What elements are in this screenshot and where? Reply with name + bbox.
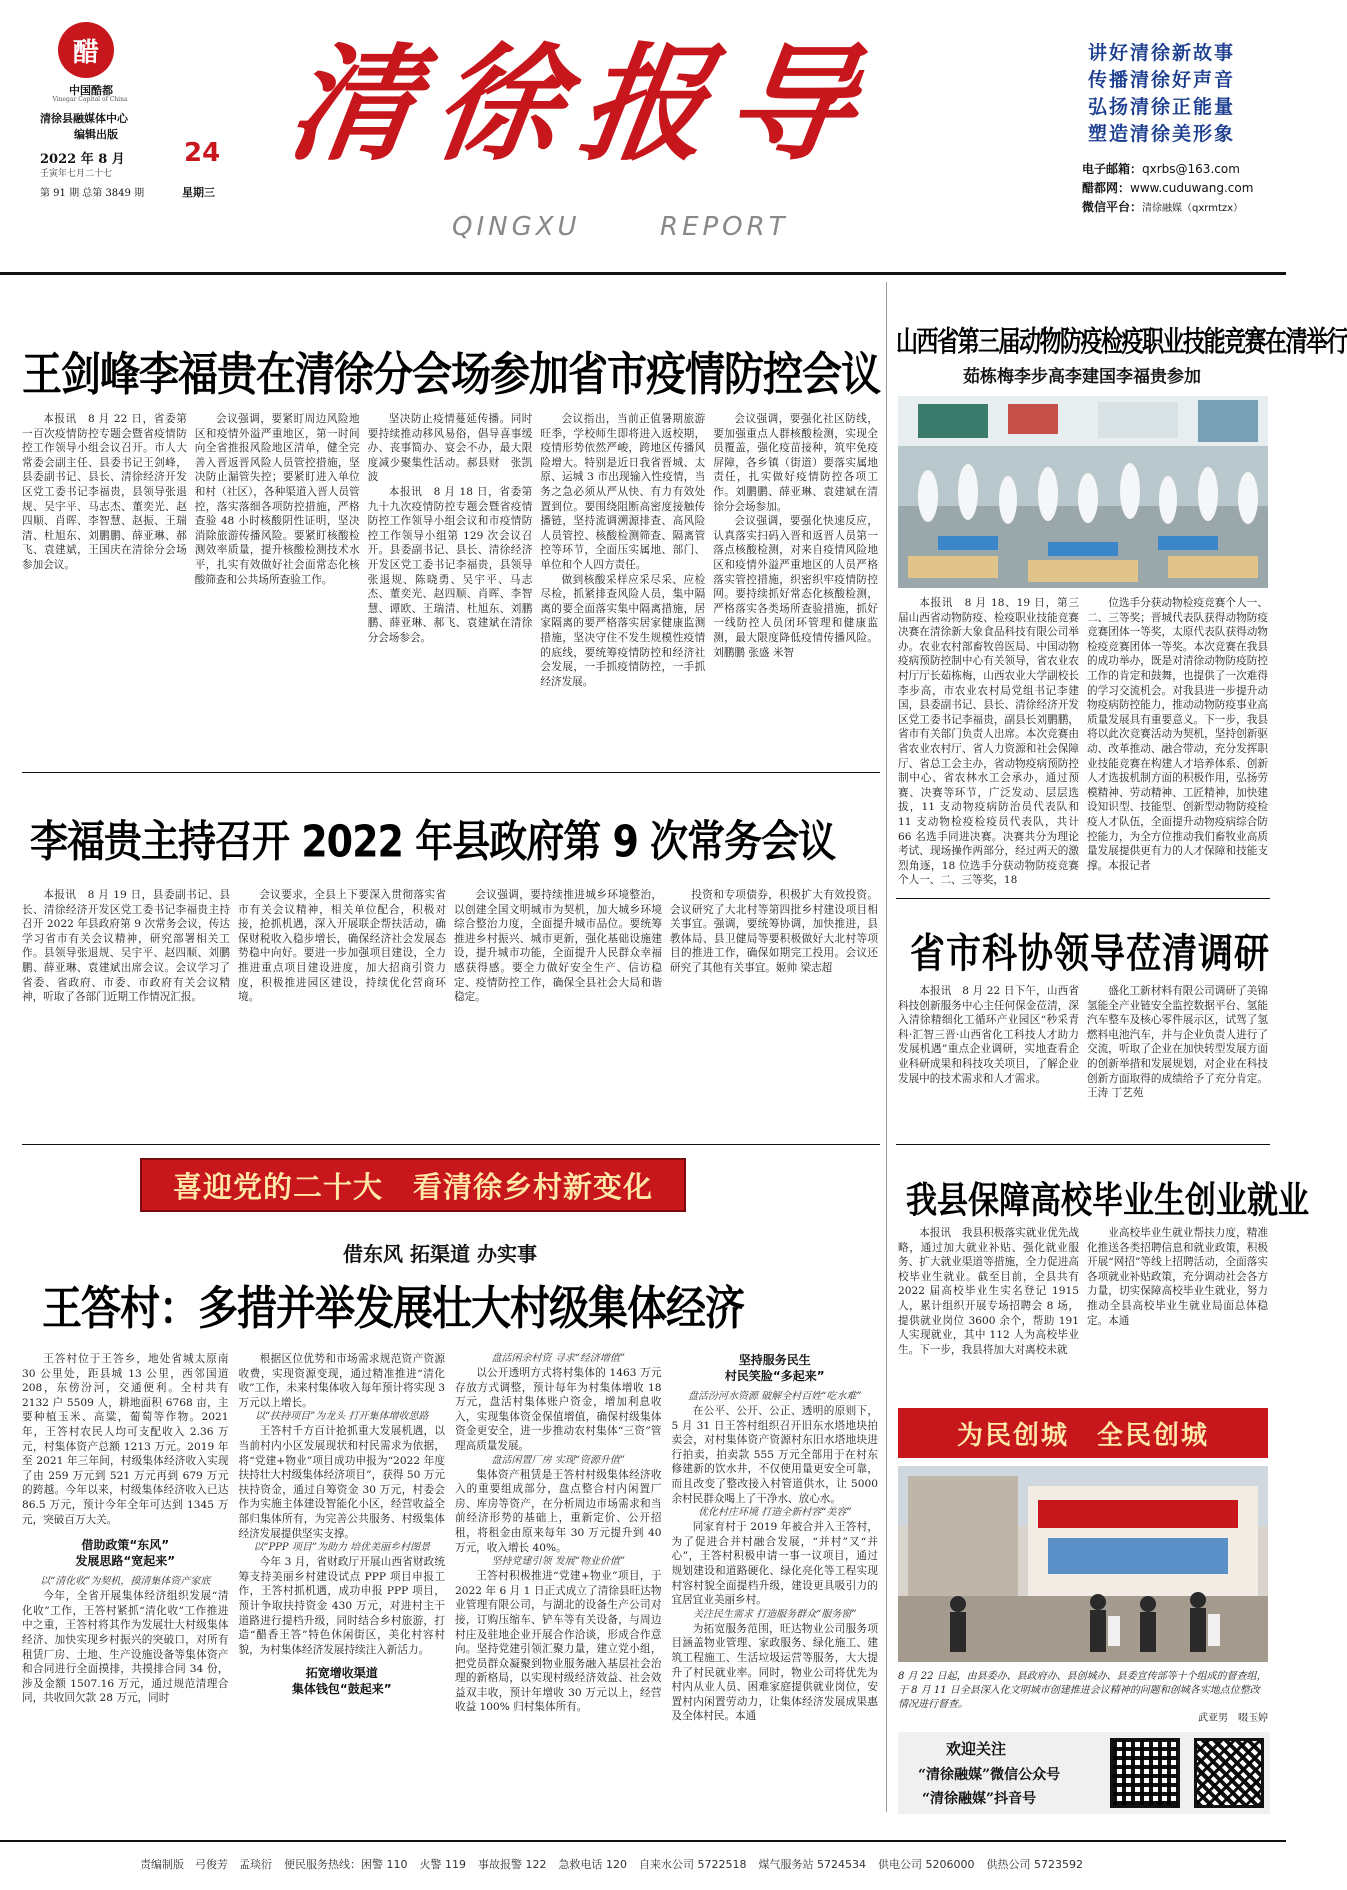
art4-col-1: 本报讯 8 月 18、19 日，第三届山西省动物防疫、检疫职业技能竞赛决赛在清徐新大象食品科技有限公司举办。农业农村部畜牧兽医局、中国动物疫病预防控制中心有关领导，省农业农村厅厅长茹栋梅，山西农业大学副校长李步高，市农业农村局党组书记李建国，县委副书记、县长、清徐经济开发区党工委书记李福贵，副县长刘鹏鹏，省市有关部门负责人出席。本次竞赛由省农业农村厅、省人力资源和社会保障厅、省总工会主办，省动物疫病预防控制中心、省农林水工会承办，通过预赛、决赛等环节，广泛发动、层层选拔，11 支动物疫病防治员代表队和 11 支动物检疫检疫员代表队，共计 66 名选手同进决赛。决赛共分为理论考试、现场操作两部分，经过两天的激烈角逐，18 位选手分获动物防疫竞赛个人一、二、三等奖，18 (898, 597, 1079, 887)
art3-col-3: 盘活闲余村资 寻求“经济增值” 以公开透明方式将村集体的 1463 万元存放方式调整，预计每年为村集体增收 18 万元，盘活村集体账户资金，增加利息收入，实现集体资金保值增值，确保村级集体资金更安全，进一步推动农村集体“三资”管理高质量发展。 盘活闲置厂房 实现“资源升值” 集体资产租赁是王答村村级集体经济收入的重要组成部分，盘点整合村内闲置厂房、库房等资产，在分析周边市场需求和当前经济形势的基础上，重新定价、公开招租，将租金由原来每年 30 万元提升到 40 万元，收入增长 40%。 坚持党建引领 发展“物业价值” 王答村积极推进“党建+物业”项目，于 2022 年 6 月 1 日正式成立了清徐县旺达物业管理有限公司，与湖北的设备生产公司对接，订购压缩车、铲车等有关设备，与周边村庄及驻地企业开展合作洽谈，形成合作意向。坚持党建引领汇聚力量，建立党小组，把党员群众凝聚到物业服务融入基层社会治理的新格局，以实现村级经济效益、社会效益双丰收，预计年增收 30 万元以上，经营收益 100% 归村集体所有。 (455, 1353, 662, 1714)
photo-credit: 武亚男 啜玉婷 (1198, 1713, 1268, 1724)
slogans (1088, 40, 1235, 148)
logo-text: 中国酷都 (69, 84, 113, 97)
headline-animal-epidemic-contest: 山西省第三届动物防疫检疫职业技能竞赛在清举行 (896, 326, 1347, 359)
footer-accident: 事故报警 122 (478, 1858, 547, 1871)
art2-col-4: 投资和专项债券，积极扩大有效投资。会议研究了大北村等第四批乡村建设项目相关事宜。强调，要统筹协调，加快推进，县教体局、县卫健局等要积极做好大北村等项目的推进工作，确保如期完工投用。会议还研究了其他有关事宜。姬帅 梁志超 (670, 889, 878, 974)
logo-vinegar-glyph: 醋 (72, 37, 99, 68)
art3-ital-1: 以“清化收”为契机，摸清集体资产家底 (40, 1576, 211, 1588)
logo (58, 22, 114, 78)
art3-col-1: 王答村位于王答乡，地处省城太原南 30 公里处，距县城 13 公里，西邻国道 208，东傍汾河，交通便利。全村共有 2132 户 5509 人，耕地面积 6768 亩，主要种植玉米、高粱，葡萄等作物。2021 年，王答村农民人均可支配收入 2.36 万元，村集体资产总额 1213 万元。2019 年至 2021 年三年间，村级集体经济收入实现了由 259 万元到 521 万元再到 679 万元的跨越。今年以来，村级集体经济收入已达 86.5 万元，预计今年全年可达到 1345 万元，突破百万大关。 借助政策“东风” 发展思路“宽起来” 以“清化收”为契机，摸清集体资产家底 今年，全省开展集体经济组织发展“清化收”工作，王答村紧抓“清化收”工作推进中之重，王答村将其作为发展壮大村级集体经济、加快实现乡村振兴的突破口，对所有租赁厂房、土地、生产设施设备等集体资产和合同进行全面摸排，共摸排合同 34 份，涉及金额 1507.16 万元，通过规范清理合同，共收回欠款 28 万元，同时 (22, 1353, 229, 1705)
art3-ital-7: 盘活汾河水资源 破解全村百姓“吃水难” (688, 1391, 862, 1402)
wechat-label: 微信平台： (1082, 200, 1143, 214)
qr-code-wechat-icon[interactable] (1110, 1738, 1180, 1808)
slogan-2: 传播清徐好声音 (1088, 69, 1236, 91)
animal-contest-subhead: 茹栋梅李步高李建国李福贵参加 (963, 367, 1201, 387)
art6-col-2: 业高校毕业生就业帮扶力度，精准化推送各类招聘信息和就业政策，积极开展“网招”等线上招聘活动，全面落实各项就业补贴政策，充分调动社会各方力量，切实保障高校毕业生就业，努力推动全县高校毕业生就业局面总体稳定。本通 (1087, 1227, 1268, 1327)
footer-police: 便民服务热线：困警 110 (284, 1858, 408, 1871)
feature-banner (140, 1158, 686, 1212)
civilized-city-banner-text: 为民创城 全民创城 (956, 1420, 1209, 1451)
footer-power: 供电公司 5206000 (878, 1858, 975, 1871)
qr-wechat-label: “清徐融媒”微信公众号 (918, 1767, 1061, 1783)
slogan-3: 弘扬清徐正能量 (1088, 96, 1236, 118)
contest-photo (898, 396, 1268, 588)
art1-col-3: 坚决防止疫情蔓延传播。同时要持续推动移风易俗，倡导喜事缓办、丧事简办、宴会不办，最大限度减少聚集性活动。郝县财 张凯波 本报讯 8 月 18 日，省委第九十九次疫情防控专题会暨省疫情防控工作领导小组会议和市疫情防控工作领导小组第 129 次会议召开。县委副书记、县长、清徐经济开发区党工委书记李福贵，县领导张退规、陈晓勇、吴宇平、马志杰、董奕光、赵四顺、肖晖、李智慧、谭欧、王瑞清、杜旭东、刘鹏鹏、薛亚琳、郝飞、袁建斌在清徐分会场参会。 (367, 413, 533, 644)
art2-col-1: 本报讯 8 月 19 日，县委副书记、县长、清徐经济开发区党工委书记李福贵主持召开 2022 年县政府第 9 次常务会议，传达学习省市有关会议精神，研究部署相关工作。县领导张退规、吴宇平、赵四顺、刘鹏鹏、薛亚琳、袁建斌出席会议。会议学习了省委、省政府、市委、市政府有关会议精神，听取了各部门近期工作情况汇报。 (22, 889, 230, 1004)
feature-banner-text: 喜迎党的二十大 看清徐乡村新变化 (172, 1169, 653, 1204)
contest-photo-image (898, 396, 1268, 588)
article-wangda-village (22, 1352, 878, 1810)
contact-info (1082, 160, 1253, 218)
footer-heating: 供热公司 5723592 (986, 1858, 1083, 1871)
headline-graduate-employment: 我县保障高校毕业生创业就业 (906, 1179, 1309, 1222)
qr-follow-box (898, 1732, 1270, 1814)
article-graduate-employment (898, 1226, 1268, 1394)
masthead-pinyin-1: QINGXU (452, 212, 581, 242)
inspection-photo (898, 1466, 1268, 1662)
footer-bar (140, 1856, 1280, 1872)
art1-col-2: 会议强调，要紧盯周边风险地区和疫情外溢严重地区，第一时间向全省推报风险地区清单，健全完善入晋返晋风险人员管控措施，坚决防止漏管失控；要紧盯进入单位和村（社区），各种渠道入晋人员管控，落实落细各项防控措施，严格查验 48 小时核酸阴性证明，坚决消除旅游传播风险。要紧盯核酸检测效率质量，提升核酸检测技术水平，扎实有效做好社会面常态化核酸筛查和公共场所查验工作。 (194, 413, 360, 586)
footer-fire: 火警 119 (419, 1858, 466, 1871)
art3-ital-4: 盘活闲余村资 寻求“经济增值” (491, 1353, 625, 1364)
issue-day: 24 (184, 138, 221, 168)
qr-follow-title: 欢迎关注 (946, 1740, 1007, 1758)
footer-gas: 煤气服务站 5724534 (758, 1858, 866, 1871)
art2-col-2: 会议要求，全县上下要深入贯彻落实省市有关会议精神，相关单位配合，积极对接，抢抓机遇，深入开展联企帮扶活动，确保财税收入稳步增长，确保经济社会发展态势稳中向好。要进一步加强项目建设，全力推进重点项目建设进度，加大招商引资力度，积极推进园区建设，持续优化营商环境。 (238, 889, 446, 1004)
art3-ital-8: 优化村庄环境 打造全新村容“美容” (698, 1507, 852, 1519)
email-link[interactable]: qxrbs@163.com (1142, 162, 1240, 176)
rule-3 (896, 898, 1270, 899)
masthead (0, 0, 1286, 270)
art3-sub-3: 坚持服务民生 村民笑脸“多起来” (724, 1353, 825, 1383)
art1-col-5: 会议强调，要强化社区防线，要加强重点人群核酸检测，实现全员覆盖，强化疫苗接种，筑牢免疫屏障，各乡镇（街道）要落实属地责任，扎实做好疫情防控各项工作。刘鹏鹏、薛亚琳、袁建斌在清徐分会场参加。 会议强调，要强化快速反应，认真落实扫码入晋和返晋人员第一落点核酸检测，对来自疫情风险地区和疫情外溢严重地区的人员严格落实管控措施，织密织牢疫情防控网。要持续抓好常态化核酸检测，严格落实各类场所查验措施，抓好一线防控人员闭环管理和健康监测，最大限度降低疫情传播风险。刘鹏鹏 张盛 米智 (713, 413, 878, 659)
art3-sub-2: 拓宽增收渠道 集体钱包“鼓起来” (291, 1666, 392, 1697)
art3-ital-2: 以“扶持项目”为龙头 打开集体增收思路 (255, 1411, 429, 1423)
web-label: 醋都网： (1082, 181, 1131, 195)
feature-subhead: 借东风 拓渠道 办实事 (343, 1242, 537, 1266)
slogan-4: 塑造清徐美形象 (1088, 123, 1236, 145)
art5-col-1: 本报讯 8 月 22 日下午，山西省科技创新服务中心主任何保金莅清，深入清徐精细化工循环产业园区“秒采青科·汇智三晋·山西省化工科技人才助力发展机遇”重点企业调研，实地查看企业科研成果和科技攻关项目，了解企业发展中的技术需求和人才需求。 (898, 985, 1079, 1085)
rule-1 (22, 772, 880, 773)
art2-col-3: 会议强调，要持续推进城乡环境整治，以创建全国文明城市为契机，加大城乡环境综合整治力度，全面提升城市品位。要统筹推进乡村振兴、城市更新，强化基础设施建设，提升城市功能，全面提升人民群众幸福感获得感。要全力做好安全生产、信访稳定、疫情防控工作，确保全县社会大局和谐稳定。 (454, 889, 662, 1004)
art3-col-2: 根据区位优势和市场需求规范资产资源收费，实现资源变现，通过精准推进“清化收”工作，未来村集体收入每年预计将实现 3 万元以上增长。 以“扶持项目”为龙头 打开集体增收思路 王答村千方百计抢抓重大发展机遇，以当前村内小区发展现状和村民需求为依据，将“党建+物业”项目成功申报为“2022 年度扶持壮大村级集体经济项目”，获得 50 万元扶持资金，通过自筹资金 30 万元，村委会作为实施主体建设智能化小区，经营收益全部归集体所有，为完善公共服务、村级集体经济发展提供坚实支撑。 以“PPP 项目”为助力 培优美丽乡村图景 今年 3 月，省财政厅开展山西省财政统筹支持美丽乡村建设试点 PPP 项目申报工作，王答村抓机遇，成功申报 PPP 项目，预计争取扶持资金 430 万元，对进村主干道路进行提档升级，同时结合乡村旅游，打造“醋香王答”特色休闲街区，美化村容村貌，为村集体经济发展持续注入新活力。 拓宽增收渠道 集体钱包“鼓起来” (238, 1353, 445, 1697)
masthead-pinyin-2: REPORT (660, 212, 789, 242)
art1-col-1: 本报讯 8 月 22 日，省委第一百次疫情防控专题会暨省疫情防控工作领导小组会议召开。市人大常委会副主任、县委书记王剑峰，县委副书记、县长、清徐经济开发区党工委书记李福贵，县领导张退规、吴宇平、马志杰、董奕光、赵四顺、肖晖、李智慧、赵振、王瑞清、杜旭东、刘鹏鹏、薛亚琳、郝飞、袁建斌，王国庆在清徐分会场参加会议。 (22, 413, 187, 571)
civilized-city-banner (898, 1408, 1268, 1458)
footer-ambulance: 急救电话 120 (558, 1858, 627, 1871)
wechat-account: 清徐融媒（qxrmtzx） (1142, 203, 1244, 214)
headline-science-association: 省市科协领导莅清调研 (910, 931, 1271, 978)
headline-wangda-village: 王答村：多措并举发展壮大村级集体经济 (42, 1282, 744, 1336)
rule-2 (22, 1144, 880, 1145)
art3-sub-1: 借助政策“东风” 发展思路“宽起来” (75, 1538, 176, 1569)
art5-col-2: 盛化工新材料有限公司调研了美锦氢能全产业链安全监控数据平台、氢能汽车整车及核心零件展示区，试驾了氢燃料电池汽车，并与企业负责人进行了交流，听取了企业在加快转型发展方面的创新举措和发展规划，对企业在科技创新方面取得的成绩给予了充分肯定。王涛 丁艺苑 (1087, 985, 1268, 1100)
footer-water: 自来水公司 5722518 (639, 1858, 747, 1871)
logo-sub: Vinegar Capital of China (52, 96, 128, 103)
qr-code-douyin-icon[interactable] (1194, 1738, 1264, 1808)
rule-4 (896, 1144, 1270, 1145)
lunar-date: 壬寅年七月二十七 (40, 169, 113, 179)
article-animal-contest (898, 596, 1268, 890)
publisher2: 编辑出版 (74, 128, 118, 141)
weekday: 星期三 (182, 186, 215, 199)
inspection-photo-caption: 8 月 22 日起，由县委办、县政府办、县创城办、县委宣传部等十个组成的督查组，于 8 月 11 日全县深入化文明城市创建推进会议精神的问题和创城各实地点位整改情况进行督查。 武亚男 啜玉婷 (898, 1671, 1268, 1724)
footer-rule (0, 1840, 1286, 1842)
article-county-meeting (22, 888, 878, 1136)
headline-epidemic-meeting: 王剑峰李福贵在清徐分会场参加省市疫情防控会议 (22, 348, 880, 402)
art3-col-4: 坚持服务民生 村民笑脸“多起来” 盘活汾河水资源 破解全村百姓“吃水难” 在公平、公开、公正、透明的原则下，5 月 31 日王答村组织召开旧东水塔地块拍卖会，对村集体资产资源村东旧水塔地块进行拍卖，拍卖款 555 万元全部用于在村东修建新的饮水井，不仅使用量更安全可靠，而且改变了整改接入村管道供水，让 5000 余村民群众喝上了干净水、放心水。 优化村庄环境 打造全新村容“美容” 同家育村于 2019 年被合并入王答村，为了促进合并村融合发展，“并村”又“并心”，王答村积极申请一事一议项目，通过规划建设和道路硬化、绿化亮化等工程实现村容村貌全面提档升级，建设更具吸引力的宜居宜业美丽乡村。 关注民生需求 打造服务群众“服务窗” 为拓宽服务范围，旺达物业公司服务项目涵盖物业管理、家政服务、绿化施工、建筑工程施工、生活垃圾运营等服务，大大提升了村民就业率。同时，物业公司将优先为村内从业人员、困难家庭提供就业岗位，安置村内闲置劳动力，让集体经济发展成果惠及全体村民。本通 (671, 1353, 878, 1723)
headline-county-meeting: 李福贵主持召开 2022 年县政府第 9 次常务会议 (30, 816, 836, 867)
slogan-1: 讲好清徐新故事 (1088, 42, 1236, 64)
art3-ital-5: 盘活闲置厂房 实现“资源升值” (491, 1454, 625, 1466)
article-epidemic-meeting (22, 412, 878, 760)
email-label: 电子邮箱： (1082, 162, 1143, 176)
column-divider (886, 282, 887, 1812)
masthead-title: 清徐报导 (279, 30, 885, 178)
art1-col-4: 会议指出，当前正值暑期旅游旺季，学校师生即将进入返校期，疫情形势依然严峻，跨地区传播风险增大。特别是近日我省晋城、太原、运城 3 市出现输入性疫情，当务之急必须从严从快、有力有效处置到位。要围绕阻断高密度接触传播链，坚持流调溯源排查、高风险人员管控、核酸检测筛查、隔离管控等环节，全面压实属地、部门、单位和个人四方责任。 做到核酸采样应采尽采、应检尽检，抓紧排查风险人员，集中隔离的要全面落实集中隔离措施，居家隔离的要严格落实居家健康监测措施，坚决守住不发生规模性疫情的底线，要统筹疫情防控和经济社会发展，一手抓疫情防控，一手抓经济发展。 (540, 413, 706, 688)
publisher: 清徐县融媒体中心 (40, 112, 128, 125)
inspection-photo-image (898, 1466, 1268, 1662)
art3-ital-9: 关注民生需求 打造服务群众“服务窗” (693, 1608, 857, 1620)
art6-col-1: 本报讯 我县积极落实就业优先战略，通过加大就业补贴、强化就业服务、扩大就业渠道等措施，全力促进高校毕业生就业。截至目前，全县共有 2022 届高校毕业生实名登记 1915 人，累计组织开展专场招聘会 8 场，提供就业岗位 3600 余个，帮助 191 人实现就业，其中 112 人为高校毕业生。下一步，我县将加大对离校未就 (898, 1227, 1079, 1356)
issue-date: 2022 年 8 月 (40, 152, 125, 167)
web-link[interactable]: www.cuduwang.com (1130, 181, 1254, 195)
footer-editor: 责编制版 弓俊芳 孟琰衍 (140, 1858, 272, 1871)
art4-col-2: 位选手分获动物检疫竞赛个人一、二、三等奖；晋城代表队获得动物防疫竞赛团体一等奖，太原代表队获得动物检疫竞赛团体一等奖。本次竞赛在我县的成功举办，既是对清徐动物防疫防控工作的肯定和鼓舞，也提供了一次难得的学习交流机会。对我县进一步提升动物疫病防控能力，推动动物防疫事业高质量发展具有重要意义。下一步，我县将以此次竞赛活动为契机，坚持创新驱动、改革推动、融合带动，充分发挥职业技能竞赛在构建人才培养体系、创新人才选拔机制方面的积极作用，弘扬劳模精神、劳动精神、工匠精神，加快建设知识型、技能型、创新型动物防疫检疫人才队伍，全面提升动物疫病综合防控能力，为全方位推动我们畜牧业高质量发展提供更有力的人才保障和技能支撑。本报记者 (1087, 597, 1268, 872)
article-science-association (898, 984, 1268, 1130)
issue-number: 第 91 期 总第 3849 期 (40, 188, 145, 199)
art3-ital-6: 坚持党建引领 发展“物业价值” (491, 1556, 625, 1568)
qr-douyin-label: “清徐融媒”抖音号 (922, 1791, 1037, 1807)
art3-ital-3: 以“PPP 项目”为助力 培优美丽乡村图景 (253, 1542, 431, 1554)
masthead-rule (0, 272, 1286, 275)
